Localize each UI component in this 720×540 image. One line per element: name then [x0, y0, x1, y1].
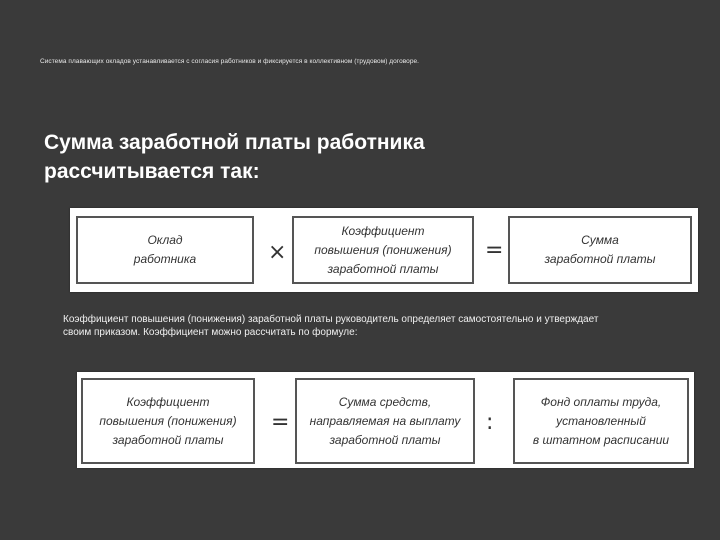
page-title: [44, 128, 425, 186]
title-line-2: рассчитывается так:: [44, 160, 260, 183]
coefficient-box: [292, 216, 474, 284]
divide-operator: :: [486, 410, 494, 435]
box-line: повышения (понижения): [99, 413, 237, 428]
box-line: Сумма средств,: [338, 394, 432, 409]
box-line: Коэффициент: [126, 394, 210, 409]
box-line: работника: [133, 252, 197, 266]
box-line: заработной платы: [327, 261, 439, 276]
explanation-text: [63, 313, 713, 339]
box-line: Оклад: [147, 233, 183, 247]
equals-operator: =: [485, 238, 504, 263]
box-line: Коэффициент: [341, 223, 425, 238]
box-line: заработной платы: [329, 432, 441, 447]
salary-amount-box: [508, 216, 692, 284]
box-line: заработной платы: [112, 432, 224, 447]
explanation-line-1: Коэффициент повышения (понижения) заработной платы руководитель определяет самостоятельно и утверждает: [63, 314, 599, 325]
coefficient-box: [81, 378, 255, 464]
multiply-operator: ×: [268, 240, 287, 265]
box-line: Фонд оплаты труда,: [540, 394, 662, 409]
equals-operator: =: [271, 410, 290, 435]
box-line: повышения (понижения): [314, 242, 452, 257]
coefficient-formula-diagram: [77, 372, 694, 468]
box-line: установленный: [556, 413, 646, 428]
box-line: заработной платы: [544, 252, 656, 266]
funds-amount-box: [295, 378, 475, 464]
explanation-line-2: своим приказом. Коэффициент можно рассчитать по формуле:: [63, 327, 358, 338]
base-salary-box: [76, 216, 254, 284]
payroll-fund-box: [513, 378, 689, 464]
box-line: направляемая на выплату: [309, 413, 461, 428]
intro-note: Система плавающих окладов устанавливается с согласия работников и фиксируется в коллективном (трудовом) договоре.: [40, 58, 420, 65]
salary-formula-diagram: [70, 208, 698, 292]
title-line-1: Сумма заработной платы работника: [44, 131, 425, 154]
box-line: Сумма: [581, 233, 619, 247]
box-line: в штатном расписании: [532, 432, 670, 447]
